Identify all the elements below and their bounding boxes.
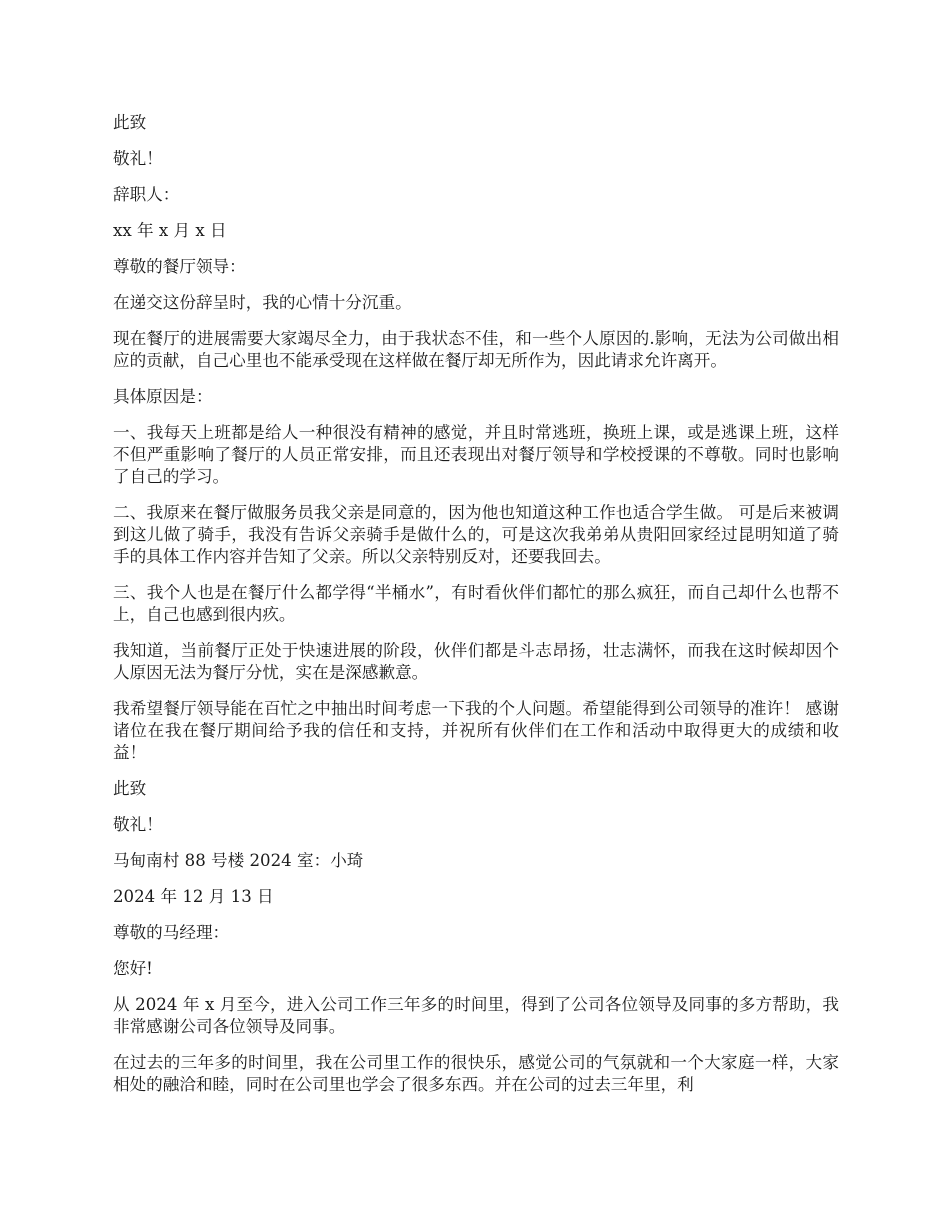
letter-paragraph: 具体原因是： [113, 387, 213, 406]
signature-label: 辞职人： [113, 185, 180, 204]
closing-salutation: 此致 [113, 779, 147, 798]
letter-paragraph: 现在餐厅的进展需要大家竭尽全力，由于我状态不佳，和一些个人原因的.影响，无法为公司做出相应的贡献，自己心里也不能承受现在这样做在餐厅却无所作为，因此请求允许离开。 [113, 329, 839, 370]
document-body [113, 112, 839, 1110]
closing-regards: 敬礼！ [113, 815, 163, 834]
reason-item-1: 一、我每天上班都是给人一种很没有精神的感觉，并且时常逃班，换班上课，或是逃课上班，这样不但严重影响了餐厅的人员正常安排，而且还表现出对餐厅领导和学校授课的不尊敬。同时也影响了自己的学习。 [113, 423, 839, 486]
reason-item-2: 二、我原来在餐厅做服务员我父亲是同意的，因为他也知道这种工作也适合学生做。 可是后来被调到这儿做了骑手，我没有告诉父亲骑手是做什么的，可是这次我弟弟从贵阳回家经过昆明知道了骑手的具体工作内容并告知了父亲。所以父亲特别反对，还要我回去。 [113, 503, 839, 566]
letter-greeting: 尊敬的马经理： [113, 923, 230, 942]
letter-paragraph: 在递交这份辞呈时，我的心情十分沉重。 [113, 293, 412, 312]
closing-salutation: 此致 [113, 113, 147, 132]
letter-greeting: 尊敬的餐厅领导： [113, 257, 246, 276]
signature-date: 2024 年 12 月 13 日 [113, 887, 274, 906]
signature-address: 马甸南村 88 号楼 2024 室：小琦 [113, 851, 364, 870]
letter-greeting-hello: 您好! [113, 959, 153, 978]
closing-regards: 敬礼！ [113, 149, 163, 168]
signature-date: xx 年 x 月 x 日 [113, 221, 227, 240]
letter-paragraph: 我希望餐厅领导能在百忙之中抽出时间考虑一下我的个人问题。希望能得到公司领导的准许！ 感谢诸位在我在餐厅期间给予我的信任和支持，并祝所有伙伴们在工作和活动中取得更大的成绩和收益！ [113, 699, 839, 762]
letter-paragraph: 在过去的三年多的时间里，我在公司里工作的很快乐，感觉公司的气氛就和一个大家庭一样，大家相处的融洽和睦，同时在公司里也学会了很多东西。并在公司的过去三年里，利 [113, 1053, 839, 1094]
letter-paragraph: 我知道，当前餐厅正处于快速进展的阶段，伙伴们都是斗志昂扬，壮志满怀，而我在这时候却因个人原因无法为餐厅分忧，实在是深感歉意。 [113, 641, 839, 682]
letter-paragraph: 从 2024 年 x 月至今，进入公司工作三年多的时间里，得到了公司各位领导及同事的多方帮助，我非常感谢公司各位领导及同事。 [113, 995, 839, 1036]
reason-item-3: 三、我个人也是在餐厅什么都学得“半桶水”，有时看伙伴们都忙的那么疯狂，而自己却什么也帮不上，自己也感到很内疚。 [113, 583, 839, 624]
